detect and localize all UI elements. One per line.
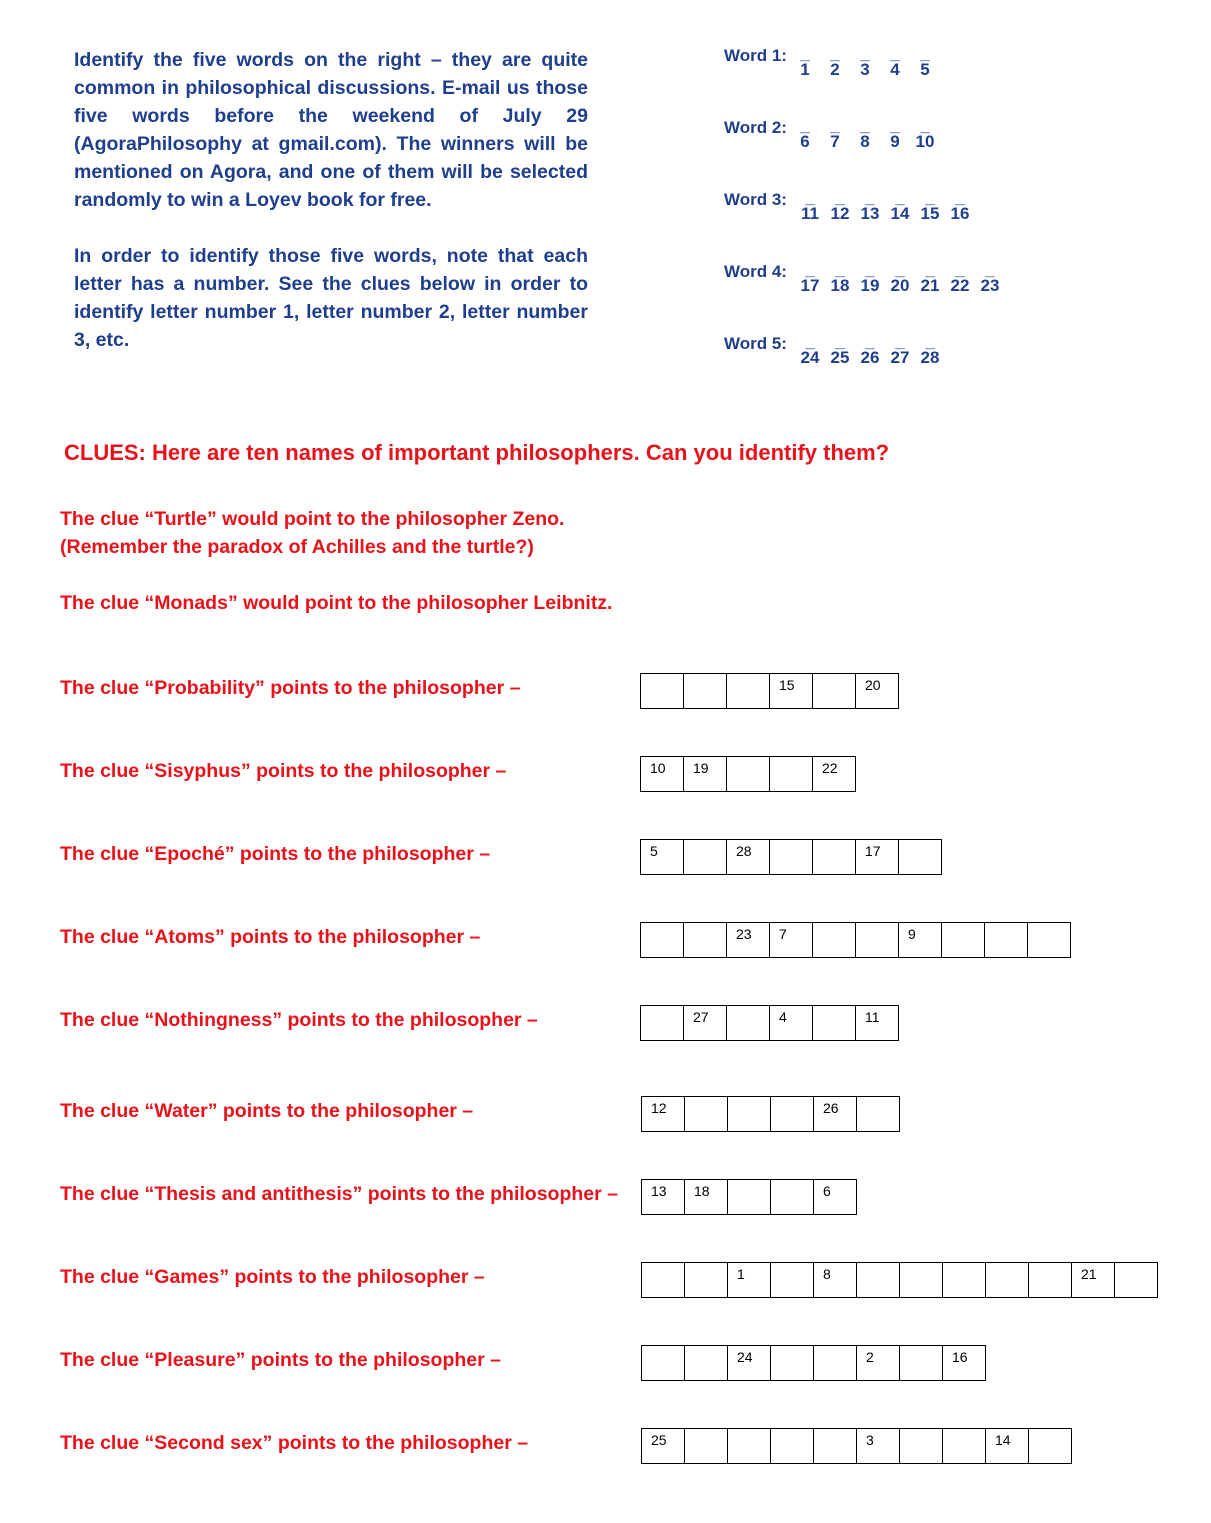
answer-box[interactable] (814, 1346, 857, 1380)
letter-number: 8 (860, 132, 870, 151)
answer-box[interactable] (642, 1263, 685, 1297)
instructions-paragraph: In order to identify those five words, note that each letter has a number. See the clues below in order to identify letter number 1, letter number 2, letter number 3, etc. (74, 245, 588, 351)
letter-blank: _ (985, 260, 995, 279)
answer-box[interactable] (770, 840, 813, 874)
clue-text: The clue “Thesis and antithesis” points to the philosopher – (60, 1183, 618, 1205)
letter-blank: _ (805, 188, 815, 207)
answer-box[interactable] (856, 674, 899, 708)
answer-box[interactable] (813, 923, 856, 957)
answer-box[interactable] (642, 1097, 685, 1131)
letter-number: 17 (800, 276, 820, 295)
letter-blank: _ (895, 188, 905, 207)
answer-box[interactable] (814, 1180, 857, 1214)
answer-box[interactable] (641, 840, 684, 874)
clue-row (0, 673, 1211, 713)
box-letter-number: 4 (779, 1009, 787, 1025)
letter-number: 16 (950, 204, 970, 223)
letter-blank: _ (865, 188, 875, 207)
clue-row (0, 922, 1211, 962)
answer-box[interactable] (642, 1180, 685, 1214)
answer-box[interactable] (771, 1180, 814, 1214)
answer-box[interactable] (641, 757, 684, 791)
box-letter-number: 18 (694, 1183, 710, 1199)
answer-box[interactable] (641, 923, 684, 957)
letter-number: 13 (860, 204, 880, 223)
answer-box[interactable] (684, 840, 727, 874)
answer-box[interactable] (857, 1263, 900, 1297)
clues-heading: CLUES: Here are ten names of important philosophers. Can you identify them? (64, 440, 890, 465)
answer-box[interactable] (685, 1346, 728, 1380)
box-letter-number: 11 (865, 1009, 880, 1025)
answer-box[interactable] (856, 1006, 899, 1040)
answer-box[interactable] (728, 1180, 771, 1214)
clue-text: The clue “Second sex” points to the philosopher – (60, 1432, 529, 1454)
example-clue-turtle (60, 505, 564, 561)
box-letter-number: 8 (823, 1266, 831, 1282)
word-label: Word 3: (724, 190, 787, 209)
answer-box[interactable] (771, 1429, 814, 1463)
clue-text: The clue “Pleasure” points to the philosopher – (60, 1349, 501, 1371)
answer-box[interactable] (857, 1429, 900, 1463)
clue-row (0, 756, 1211, 796)
answer-boxes (640, 756, 856, 792)
answer-box[interactable] (684, 757, 727, 791)
answer-box[interactable] (1029, 1429, 1072, 1463)
clue-text: The clue “Nothingness” points to the philosopher – (60, 1009, 538, 1031)
box-letter-number: 6 (823, 1183, 831, 1199)
box-letter-number: 24 (737, 1349, 753, 1365)
answer-box[interactable] (856, 840, 899, 874)
example-text: The clue “Monads” would point to the philosopher Leibnitz. (60, 592, 613, 614)
answer-box[interactable] (727, 923, 770, 957)
box-letter-number: 17 (865, 843, 881, 859)
answer-box[interactable] (942, 923, 985, 957)
answer-box[interactable] (943, 1263, 986, 1297)
answer-box[interactable] (728, 1429, 771, 1463)
letter-blank: _ (925, 332, 935, 351)
answer-boxes (641, 1096, 900, 1132)
clue-text: The clue “Water” points to the philosopher – (60, 1100, 474, 1122)
letter-blank: _ (805, 332, 815, 351)
letter-number: 6 (800, 132, 810, 151)
answer-box[interactable] (641, 674, 684, 708)
box-letter-number: 20 (865, 677, 881, 693)
answer-box[interactable] (943, 1346, 986, 1380)
box-letter-number: 2 (866, 1349, 874, 1365)
clue-row (0, 1005, 1211, 1045)
example-text: The clue “Turtle” would point to the philosopher Zeno. (60, 508, 565, 530)
answer-box[interactable] (684, 1006, 727, 1040)
letter-blank: _ (920, 116, 930, 135)
answer-box[interactable] (771, 1097, 814, 1131)
box-letter-number: 10 (650, 760, 666, 776)
answer-boxes (641, 1262, 1158, 1298)
answer-box[interactable] (770, 1006, 813, 1040)
answer-box[interactable] (857, 1097, 900, 1131)
letter-number: 20 (890, 276, 910, 295)
box-letter-number: 16 (952, 1349, 968, 1365)
letter-blank: _ (865, 332, 875, 351)
clue-text: The clue “Games” points to the philosopher – (60, 1266, 485, 1288)
letter-number: 12 (830, 204, 850, 223)
letter-blank: _ (955, 188, 965, 207)
box-letter-number: 23 (736, 926, 752, 942)
clue-row (0, 1262, 1211, 1302)
letter-blank: _ (920, 44, 930, 63)
letter-number: 9 (890, 132, 900, 151)
answer-box[interactable] (985, 923, 1028, 957)
answer-box[interactable] (684, 923, 727, 957)
answer-box[interactable] (900, 1346, 943, 1380)
letter-number: 15 (920, 204, 940, 223)
answer-box[interactable] (813, 674, 856, 708)
clue-text: The clue “Epoché” points to the philosopher – (60, 843, 491, 865)
answer-box[interactable] (727, 1006, 770, 1040)
box-letter-number: 12 (651, 1100, 667, 1116)
answer-boxes (640, 1005, 899, 1041)
box-letter-number: 21 (1081, 1266, 1097, 1282)
answer-box[interactable] (814, 1263, 857, 1297)
example-text: (Remember the paradox of Achilles and the turtle?) (60, 536, 534, 558)
clue-row (0, 839, 1211, 879)
letter-number: 11 (801, 204, 819, 223)
letter-number: 23 (980, 276, 1000, 295)
instructions-paragraph: Identify the five words on the right – they are quite common in philosophical discussions. E-mail us those five words before the weekend of July 29 (AgoraPhilosophy at gmail.com). The winners will be mentioned on Agora, and one of them will be selected randomly to win a Loyev book for free. (74, 49, 588, 211)
box-letter-number: 5 (650, 843, 658, 859)
answer-boxes (640, 673, 899, 709)
instructions (74, 46, 588, 354)
box-letter-number: 28 (736, 843, 752, 859)
letter-blank: _ (805, 260, 815, 279)
box-letter-number: 25 (651, 1432, 667, 1448)
answer-box[interactable] (771, 1346, 814, 1380)
answer-box[interactable] (1028, 923, 1071, 957)
clue-text: The clue “Atoms” points to the philosopher – (60, 926, 481, 948)
box-letter-number: 9 (908, 926, 916, 942)
letter-number: 1 (800, 60, 810, 79)
letter-blank: _ (800, 44, 810, 63)
answer-box[interactable] (641, 1006, 684, 1040)
letter-blank: _ (895, 332, 905, 351)
box-letter-number: 26 (823, 1100, 839, 1116)
letter-number: 25 (830, 348, 850, 367)
answer-box[interactable] (728, 1263, 771, 1297)
word-label: Word 5: (724, 334, 787, 353)
answer-box[interactable] (728, 1097, 771, 1131)
letter-blank: _ (835, 188, 845, 207)
example-clue-monads (60, 589, 612, 617)
answer-box[interactable] (857, 1346, 900, 1380)
clue-text: The clue “Sisyphus” points to the philosopher – (60, 760, 507, 782)
answer-box[interactable] (986, 1429, 1029, 1463)
answer-box[interactable] (642, 1429, 685, 1463)
box-letter-number: 1 (737, 1266, 745, 1282)
answer-box[interactable] (986, 1263, 1029, 1297)
letter-blank: _ (835, 332, 845, 351)
letter-number: 28 (920, 348, 940, 367)
letter-number: 10 (915, 132, 935, 151)
letter-number: 22 (950, 276, 970, 295)
box-letter-number: 14 (995, 1432, 1011, 1448)
answer-box[interactable] (770, 757, 813, 791)
answer-boxes (640, 839, 942, 875)
answer-boxes (640, 922, 1071, 958)
answer-box[interactable] (856, 923, 899, 957)
word-label: Word 1: (724, 46, 787, 65)
letter-number: 3 (860, 60, 870, 79)
answer-boxes (641, 1345, 986, 1381)
answer-box[interactable] (685, 1097, 728, 1131)
letter-blank: _ (860, 116, 870, 135)
answer-box[interactable] (727, 840, 770, 874)
letter-blank: _ (890, 116, 900, 135)
letter-blank: _ (830, 44, 840, 63)
letter-blank: _ (895, 260, 905, 279)
answer-box[interactable] (771, 1263, 814, 1297)
answer-box[interactable] (727, 757, 770, 791)
answer-box[interactable] (1029, 1263, 1072, 1297)
clue-text: The clue “Probability” points to the philosopher – (60, 677, 521, 699)
letter-number: 4 (890, 60, 900, 79)
answer-box[interactable] (727, 674, 770, 708)
letter-number: 24 (800, 348, 820, 367)
answer-boxes (641, 1179, 857, 1215)
answer-box[interactable] (814, 1429, 857, 1463)
box-letter-number: 7 (779, 926, 787, 942)
letter-number: 5 (920, 60, 930, 79)
answer-box[interactable] (684, 674, 727, 708)
box-letter-number: 3 (866, 1432, 874, 1448)
letter-blank: _ (925, 260, 935, 279)
answer-box[interactable] (943, 1429, 986, 1463)
clue-row (0, 1096, 1211, 1136)
answer-box[interactable] (899, 840, 942, 874)
answer-box[interactable] (728, 1346, 771, 1380)
answer-box[interactable] (685, 1263, 728, 1297)
answer-box[interactable] (770, 674, 813, 708)
box-letter-number: 19 (693, 760, 709, 776)
letter-number: 18 (830, 276, 850, 295)
box-letter-number: 22 (822, 760, 838, 776)
letter-number: 7 (830, 132, 840, 151)
letter-blank: _ (830, 116, 840, 135)
word-label: Word 2: (724, 118, 787, 137)
letter-number: 27 (890, 348, 910, 367)
answer-box[interactable] (1072, 1263, 1115, 1297)
letter-blank: _ (925, 188, 935, 207)
letter-blank: _ (860, 44, 870, 63)
answer-box[interactable] (813, 757, 856, 791)
box-letter-number: 27 (693, 1009, 709, 1025)
letter-blank: _ (890, 44, 900, 63)
box-letter-number: 15 (779, 677, 795, 693)
letter-blank: _ (835, 260, 845, 279)
letter-number: 14 (890, 204, 910, 223)
answer-box[interactable] (899, 923, 942, 957)
answer-box[interactable] (814, 1097, 857, 1131)
answer-box[interactable] (1115, 1263, 1158, 1297)
answer-box[interactable] (642, 1346, 685, 1380)
answer-box[interactable] (685, 1180, 728, 1214)
answer-box[interactable] (900, 1429, 943, 1463)
answer-boxes (641, 1428, 1072, 1464)
answer-box[interactable] (685, 1429, 728, 1463)
answer-box[interactable] (770, 923, 813, 957)
letter-blank: _ (865, 260, 875, 279)
clue-row (0, 1428, 1211, 1468)
letter-number: 26 (860, 348, 880, 367)
clue-row (0, 1345, 1211, 1385)
answer-box[interactable] (900, 1263, 943, 1297)
letter-blank: _ (955, 260, 965, 279)
clue-row (0, 1179, 1211, 1219)
box-letter-number: 13 (651, 1183, 667, 1199)
answer-box[interactable] (813, 1006, 856, 1040)
answer-box[interactable] (813, 840, 856, 874)
letter-blank: _ (800, 116, 810, 135)
letter-number: 19 (860, 276, 880, 295)
letter-number: 21 (920, 276, 940, 295)
letter-number: 2 (830, 60, 840, 79)
word-label: Word 4: (724, 262, 787, 281)
